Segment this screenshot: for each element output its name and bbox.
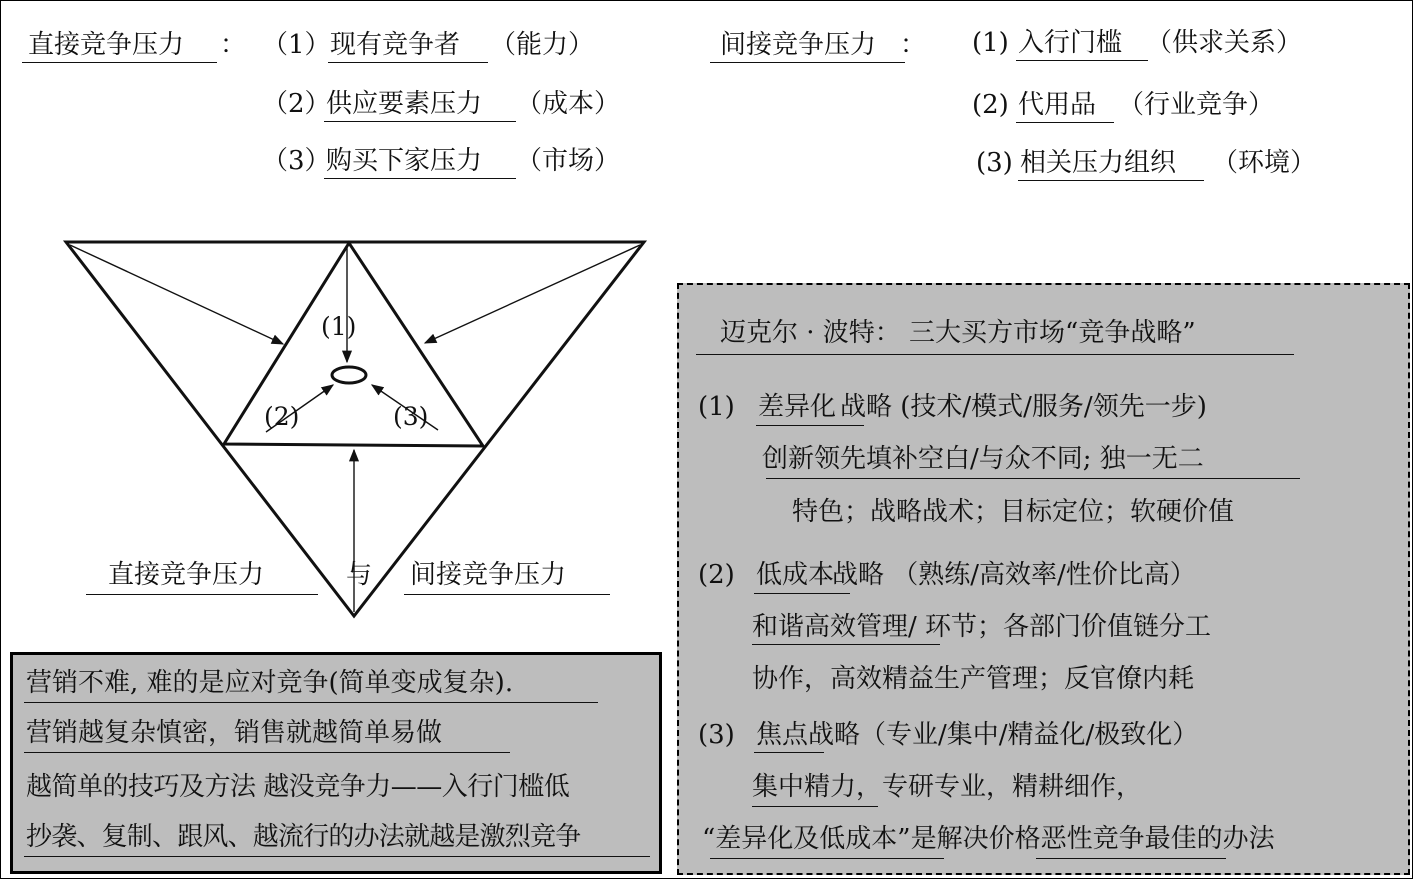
strategy-3-head: 战略（专业/集中/精益化/极致化） xyxy=(808,720,1199,750)
indirect-item-3-text: 相关压力组织 xyxy=(1020,148,1177,178)
indirect-item-2-num: (2) xyxy=(972,90,1009,120)
arrow-top-left xyxy=(70,245,283,344)
strategy-2-num: (2) xyxy=(698,560,735,590)
direct-item-3-text: 购买下家压力 xyxy=(326,146,483,176)
strategy-3-line-1-underline xyxy=(752,806,878,807)
inner-triangle xyxy=(224,243,483,446)
marketing-line-2: 营销越复杂慎密，销售就越简单易做 xyxy=(26,718,443,748)
diagram-caption-and: 与 xyxy=(346,560,373,590)
indirect-item-1-text: 入行门槛 xyxy=(1018,28,1123,58)
porter-title: 迈克尔 · 波特： 三大买方市场“竞争战略” xyxy=(720,318,1196,348)
strategy-2-head: 战略 （熟练/高效率/性价比高） xyxy=(832,560,1196,590)
direct-item-2-note: （成本） xyxy=(516,89,621,119)
arrow-top-right xyxy=(425,245,640,343)
indirect-item-3-num: (3) xyxy=(976,148,1013,178)
label-3: (3) xyxy=(393,402,429,431)
caption-direct-underline xyxy=(86,594,318,595)
strategy-3-name: 焦点 xyxy=(756,720,809,750)
marketing-line-2-underline xyxy=(24,752,510,753)
indirect-item-2-text: 代用品 xyxy=(1018,90,1097,120)
strategy-2-name-underline xyxy=(754,593,850,594)
direct-item-1-num: （1） xyxy=(262,30,331,60)
marketing-line-1-underline xyxy=(24,702,598,703)
strategy-1-line-2: 特色；战略战术；目标定位；软硬价值 xyxy=(792,497,1235,527)
marketing-line-1: 营销不难, 难的是应对竞争(简单变成复杂). xyxy=(26,668,514,698)
diagram-caption-direct: 直接竞争压力 xyxy=(108,560,265,590)
strategy-2-line-2: 协作，高效精益生产管理；反官僚内耗 xyxy=(752,664,1195,694)
direct-title-colon: ： xyxy=(220,30,247,60)
marketing-line-4: 抄袭、复制、跟风、越流行的办法就越是激烈竞争 xyxy=(26,822,581,852)
strategy-1-line-1-underline xyxy=(766,478,1300,479)
strategy-2-line-1-underline xyxy=(752,644,940,645)
strategy-2-line-1: 和谐高效管理/ 环节；各部门价值链分工 xyxy=(752,612,1212,642)
direct-item-2-text: 供应要素压力 xyxy=(326,89,483,119)
indirect-item-1-note: （供求关系） xyxy=(1146,28,1303,58)
strategy-3-num: (3) xyxy=(698,720,735,750)
indirect-item-3-note: （环境） xyxy=(1212,148,1317,178)
direct-item-1-note: （能力） xyxy=(490,30,595,60)
label-2: (2) xyxy=(264,402,300,431)
porter-conclusion: “差异化及低成本”是解决价格恶性竞争最佳的办法 xyxy=(702,824,1275,854)
strategy-1-num: (1) xyxy=(698,392,735,422)
indirect-item-2-note: （行业竞争） xyxy=(1118,90,1275,120)
label-1: (1) xyxy=(321,312,357,341)
marketing-line-4-underline xyxy=(24,856,650,857)
direct-item-2-num: （2） xyxy=(262,89,331,119)
center-target xyxy=(332,367,366,383)
conclusion-underline-b xyxy=(1036,858,1226,859)
strategy-3-line-1: 集中精力，专研专业，精耕细作， xyxy=(752,772,1143,802)
direct-item-3-num: （3） xyxy=(262,146,331,176)
indirect-pressure-title: 间接竞争压力 xyxy=(720,30,877,60)
conclusion-underline-a xyxy=(710,858,944,859)
strategy-1-name: 差异化 xyxy=(758,392,837,422)
diagram-caption-indirect: 间接竞争压力 xyxy=(410,560,567,590)
direct-item-3-note: （市场） xyxy=(516,146,621,176)
marketing-line-3: 越简单的技巧及方法 越没竞争力——入行门槛低 xyxy=(26,772,570,802)
caption-indirect-underline xyxy=(404,594,610,595)
direct-item-1-text: 现有竞争者 xyxy=(330,30,461,60)
porter-title-underline xyxy=(696,354,1294,355)
strategy-2-name: 低成本 xyxy=(756,560,835,590)
indirect-item-1-num: (1) xyxy=(972,28,1009,58)
strategy-1-line-1: 创新领先填补空白/与众不同; 独一无二 xyxy=(762,444,1204,474)
indirect-title-colon: ： xyxy=(900,30,927,60)
strategy-3-name-underline xyxy=(754,752,824,753)
strategy-1-name-underline xyxy=(756,425,864,426)
strategy-1-head: 战略 (技术/模式/服务/领先一步) xyxy=(840,392,1207,422)
direct-pressure-title: 直接竞争压力 xyxy=(28,30,185,60)
